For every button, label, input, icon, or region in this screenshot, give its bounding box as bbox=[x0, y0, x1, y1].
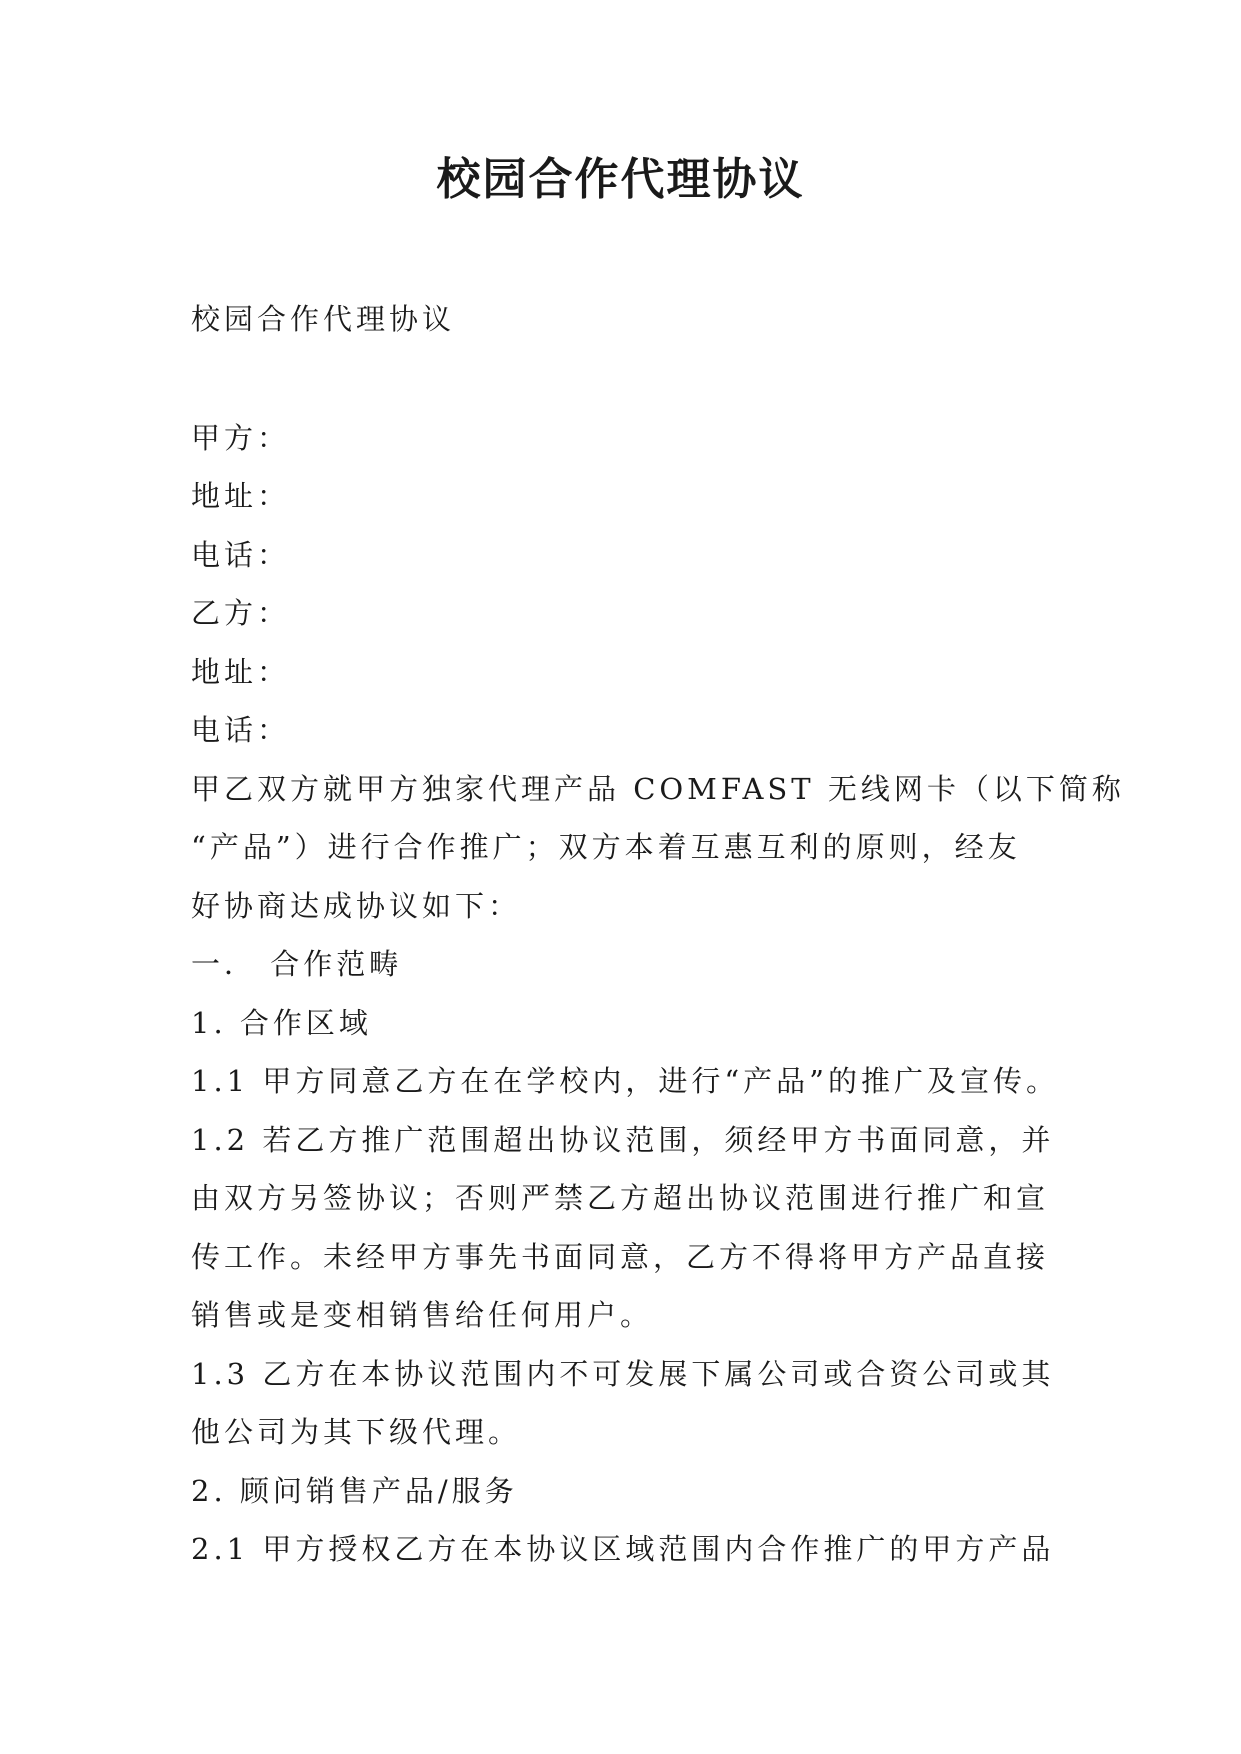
clause-line: 1.2 若乙方推广范围超出协议范围，须经甲方书面同意，并 bbox=[191, 1122, 1055, 1157]
section-heading: 一． 合作范畴 bbox=[191, 947, 403, 981]
party-a-label: 甲方： bbox=[191, 420, 291, 455]
clause-line: 1.1 甲方同意乙方在在学校内，进行“产品”的推广及宣传。 bbox=[191, 1064, 1059, 1098]
clause-line: 销售或是变相销售给任何用户。 bbox=[191, 1298, 654, 1332]
clause-line: 1.3 乙方在本协议范围内不可发展下属公司或合资公司或其 bbox=[191, 1356, 1055, 1391]
paragraph-line: 好协商达成协议如下： bbox=[191, 888, 522, 923]
paragraph-line: 甲乙双方就甲方独家代理产品 COMFAST 无线网卡（以下简称 bbox=[191, 771, 1125, 806]
party-a-phone-label: 电话： bbox=[191, 537, 291, 572]
subsection-heading: 2. 顾问销售产品/服务 bbox=[191, 1473, 518, 1508]
party-a-address-label: 地址： bbox=[191, 479, 291, 513]
party-b-address-label: 地址： bbox=[191, 654, 291, 689]
clause-line: 他公司为其下级代理。 bbox=[191, 1415, 522, 1449]
document-body bbox=[191, 290, 1125, 1579]
party-b-phone-label: 电话： bbox=[191, 713, 291, 747]
paragraph-line: “产品”）进行合作推广；双方本着互惠互利的原则，经友 bbox=[191, 830, 1021, 864]
document-subtitle: 校园合作代理协议 bbox=[191, 302, 456, 336]
party-b-label: 乙方： bbox=[191, 596, 291, 630]
clause-line: 由双方另签协议；否则严禁乙方超出协议范围进行推广和宣 bbox=[191, 1181, 1050, 1215]
document-title: 校园合作代理协议 bbox=[436, 154, 805, 205]
spacer bbox=[191, 349, 1071, 409]
clause-line: 2.1 甲方授权乙方在本协议区域范围内合作推广的甲方产品 bbox=[191, 1532, 1055, 1566]
subsection-heading: 1. 合作区域 bbox=[191, 1005, 372, 1040]
clause-line: 传工作。未经甲方事先书面同意，乙方不得将甲方产品直接 bbox=[191, 1239, 1050, 1274]
